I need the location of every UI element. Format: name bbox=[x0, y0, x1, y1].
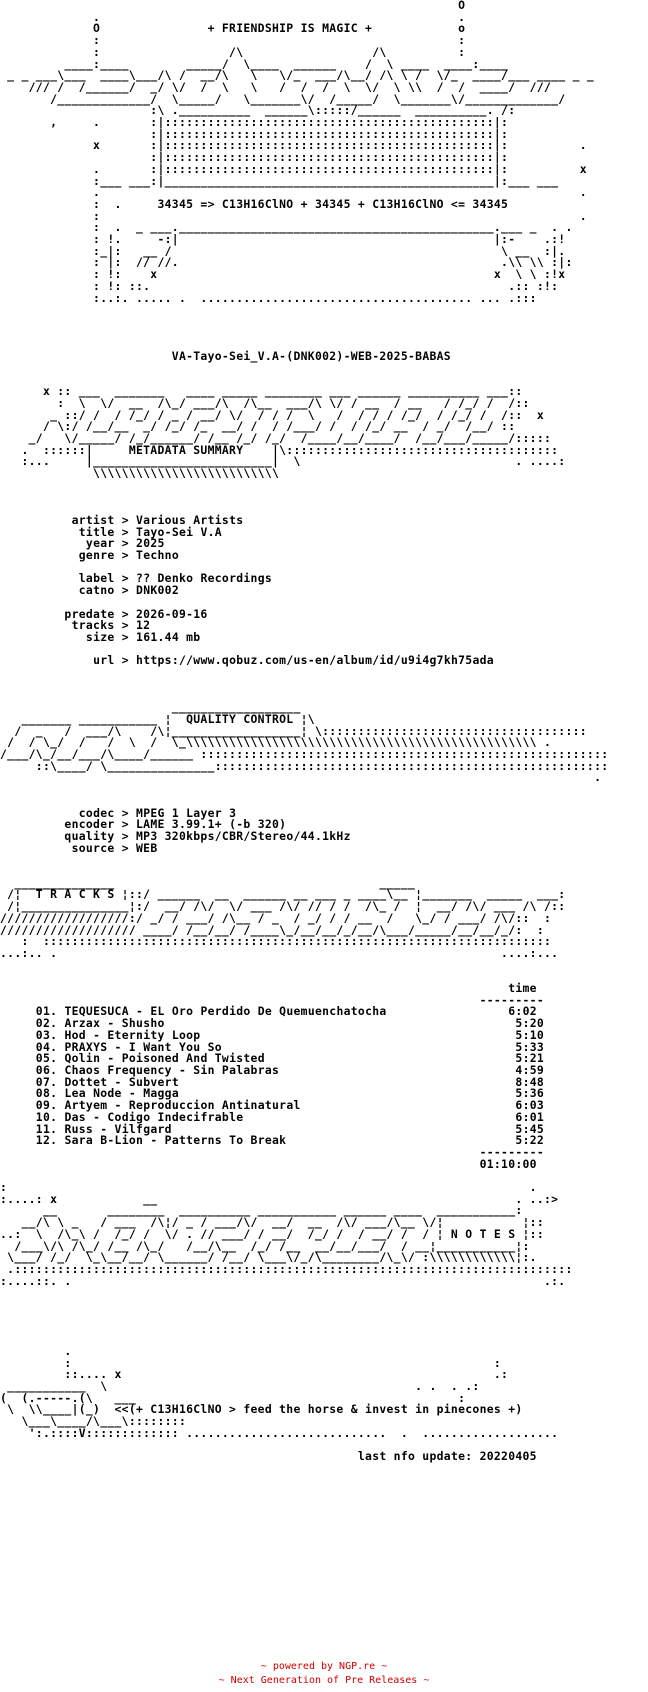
tracks-total-time: 01:10:00 bbox=[479, 1156, 537, 1171]
meta-value-predate: 2026-09-16 bbox=[136, 606, 208, 621]
meta-key-artist: artist bbox=[71, 512, 115, 527]
meta-value-catno: DNK002 bbox=[136, 583, 179, 598]
powered-by-link[interactable]: ~ powered by NGP.re ~ bbox=[260, 1661, 388, 1672]
meta-key-catno: catno bbox=[78, 583, 115, 598]
meta-value-url[interactable]: https://www.qobuz.com/us-en/album/id/u9i4g7kh75ada bbox=[136, 653, 494, 668]
meta-value-year: 2025 bbox=[136, 536, 165, 551]
quality-control-banner: __________________ _______ ___________ ¦ QUALITY CONTROL ¦\ / _ / ___/\ /\¦__________________¦ \::::::::::::::::::::::::::::::::::::: / / \_/ / / \ / \_\\\\\\\\\\\\\\\\\\\\\\\\\\\\\\\\\\\\\\\\\\\\\\\\\ . /___/\_/__/___/\____/______ ::::::::::::::::::::::::::::::::::::::::::::::::::::::::: ::\____/ \_______________::::::::::::::::::::::::::::::::::::::::::::::::::::::: . bbox=[0, 700, 609, 785]
meta-value-size: 161.44 mb bbox=[136, 629, 201, 644]
header-ascii-art: O . . O + FRIENDSHIP IS MAGIC + o : : : /\ /\ : ____:____ _____/ \____ ______ / \ ____ ____:____ _ _ ___\___ ____\___/\ / __/\ \ \/_ ___/\__/ /\ \ / \/_ ____/___ ____ _ _ /// / /______/ _/ \/ / \ \ / / / \ \/ \ \\ / / ____/ /// /_____________/ \_____/ \_______\/ /_____/ \_______\/_____________/ :\ .__________ ______\:::::/______ __________. /: , . :|::::::::::::::::::::::::::::::::::::::::::::::|: :|::::::::::::::::::::::::::::::::::::::::::::::|: x :|::::::::::::::::::::::::::::::::::::::::::::::|: . :|::::::::::::::::::::::::::::::::::::::::::::::|: . :|::::::::::::::::::::::::::::::::::::::::::::::|: x :___ ___:|______________________________________________|:___ ___ . . : . 34345 => C13H16ClNO + 34345 + C13H16ClNO <= 34345 : . : . _ ___.____________________________________________.___ _ . . : !. -:| |:- .:! :_|: __ / \ __ :|. : |: // //. .\\ \\ :|: : !: x x \ \ :!x : !: ::. .:: :!: :..:. ..... . ...................................... ... .::: bbox=[7, 0, 595, 305]
track-row: 03. Hod - Eternity Loop 5:10 bbox=[35, 1027, 545, 1042]
last-update: last nfo update: 20220405 bbox=[357, 1449, 537, 1464]
track-row: 06. Chaos Frequency - Sin Palabras 4:59 bbox=[35, 1062, 545, 1077]
meta-key-size: size bbox=[85, 629, 115, 644]
meta-key-predate: predate bbox=[64, 606, 115, 621]
nfo-document: O . . O + FRIENDSHIP IS MAGIC + o : : : /\ /\ : ____:____ _____/ \____ ______ / \ ____ ____:____ _ _ ___\___ ____\___/\ / __/\ \ \/_ ___/\__/ /\ \ / \/_ ____/___ ____ _ _ /// / /______/ _/ \/ / \ \ / / / \ \/ \ \\ / / ____/ /// /_____________/ \_____/ \_______\/ /_____/ \_______\/_____________/ :\ .__________ ______\:::::/______ __________. /: , . :|::::::::::::::::::::::::::::::::::::::::::::::|: :|::::::::::::::::::::::::::::::::::::::::::::::|: x :|::::::::::::::::::::::::::::::::::::::::::::::|: . :|::::::::::::::::::::::::::::::::::::::::::::::|: . :|::::::::::::::::::::::::::::::::::::::::::::::|: x :___ ___:|______________________________________________|:___ ___ . . : . 34345 => C13H16ClNO + 34345 + C13H16ClNO <= 34345 : . : . _ ___.____________________________________________.___ _ . . : !. -:| |:- .:! :_|: __ / \ __ :|. : |: // //. .\\ \\ :|: : !: x x \ \ :!x : !: ::. .:: :!: :..:. ..... . ...................................... ... .::: VA-Tayo-Sei_V.A-(DNK002)-WEB-2025-BABAS x :: ___ _______ ____ _____ ________ ___ ______ __________ ___:: : \ \/ __ /\_/ ___/\ /\__ ___/\ \/ / __ / __ / /_/ / /:: _ ::/ / / /_/ / _ / __/ \/ / / / \ / / / / /_/ / /_/ / /:: x / \:/ /__/__ _/ /_/ /_ __/ / / /___/ / / /_/ __ / _/ /__/ :: _/ \/_____/ /_/______/ /__ /_/ /_/ /____/__/____/ /__/___/_____/::::: . ::::::| METADATA SUMMARY |\:::::::::::::::::::::::::::::::::::::: :... |_________________________| \ . ....: \\\\\\\\\\\\\\\\\\\\\\\\\\ artist > Various Artists title > Tayo-Sei V.A year > 2025 genre > Techno label > ?? Denko Recordings catno > DNK002 predate > 2026-09-16 tracks > 12 size > 161.44 mb url > https://www.qobuz.com/us-en/album/id/u9i4g7kh75ada __________________ _______ ___________ ¦ QUALITY CONTROL ¦\ / _ / ___/\ /\¦__________________¦ \::::::::::::::::::::::::::::::::::::: / / \_/ / / \ / \_\\\\\\\\\\\\\\\\\\\\\\\\\\\\\\\\\\\\\\\\\\\\\\\\\ . /___/\_/__/___/\____/______ ::::::::::::::::::::::::::::::::::::::::::::::::::::::::: ::\____/ \_______________::::::::::::::::::::::::::::::::::::::::::::::::::::::: . codec > MPEG 1 Layer 3 encoder > LAME 3.99.1+ (-b 320) quality > MP3 320kbps/CBR/Stereo/44.1kHz source > WEB ______________ _____ /¦ T R A C K S ¦::/ ______ __ ______ __ ___ _ ____\__ ¦_______ _____ ___: /¦_______________¦:/ __/ /\/ \/ ___ /\/ // / / /\_ / ¦ __/ /\/ ___ /\ /:: //////////////////:/ _/ / ___/ /\__ / _ / _/ / / __ / \_/ / ___/ /\/:: : /////////////////// ____/ /__/__/ /____\_/__/__/_/__/\___/_____/__/__/_/: : : ::::::::::::::::::::::::::::::::::::::::::::::::::::::::::::::::::::::: ...:.. . ....:... time --------- 01. TEQUESUCA - EL Oro Perdido De Quemuenchatocha 6:02 02. Arzax - Shusho 5:20 03. Hod - Eternity Loop 5:10 04. PRAXYS - I Want You So 5:33 05. Qolin - Poisoned And Twisted 5:21 06. Chaos Frequency - Sin Palabras 4:59 07. Dottet - Subvert 8:48 08. Lea Node - Magga 5:36 09. Artyem - Reproduccion Antinatural 6:03 10. Das - Codigo Indecifrable 6:01 11. Russ - Vilfgard 5:45 12. Sara B-Lion - Patterns To Break 5:22 --------- 01:10:00 : . :....: x __ . ..:> __ ________ __________ ___________ ______ ____ ___________: __/\ \ _ / ___ /\¦/ _ / ___/\/ __/ __ /\/ ___/\__ \/¦ ¦:: ..: \ /\_\ / /_/ / \/ . // ___/ / __/ /_/ / / __/ / / ¦ N O T E S ¦:: /___\/\ /\_/ /__ /\_/ /__/\__ /_/ /__ __/__/___/ / __¦___________¦: \___/ /_/ \_\__/__/ \______/ /__/ \___\/_/\________/\_\/ :\\\\\\\\\\\\¦:. .:::::::::::::::::::::::::::::::::::::::::::::::::::::::::::::::::::::::::::::: :....::. . .:. . : : ::.... x .: ___________ \ . . . .: ( (.-----.(\ ___ : \ \\____|(_) <<(+ C13H16ClNO > feed the horse & invest in pinecones +) \___\____/\___\:::::::: ':.::::V::::::::::::: ............................ . ................... last nfo update: 20220405 bbox=[0, 0, 648, 1463]
track-row: 08. Lea Node - Magga 5:36 bbox=[35, 1086, 545, 1101]
track-row: 07. Dottet - Subvert 8:48 bbox=[35, 1074, 545, 1089]
meta-key-title: title bbox=[78, 524, 115, 539]
meta-value-genre: Techno bbox=[136, 548, 179, 563]
tracks-banner: ______________ _____ /¦ T R A C K S ¦::/ ______ __ ______ __ ___ _ ____\__ ¦_______ _____ ___: /¦_______________¦:/ __/ /\/ \/ ___ /\/ // / / /\_ / ¦ __/ /\/ ___ /\ /:: //////////////////:/ _/ / ___/ /\__ / _ / _/ / / __ / \_/ / ___/ /\/:: : /////////////////// ____/ /__/__/ /____\_/__/__/_/__/\___/_____/__/__/_/: : : ::::::::::::::::::::::::::::::::::::::::::::::::::::::::::::::::::::::: ...:.. . ....:... bbox=[0, 875, 566, 960]
ngp-tagline: ~ Next Generation of Pre Releases ~ bbox=[218, 1675, 430, 1686]
track-row: 04. PRAXYS - I Want You So 5:33 bbox=[35, 1039, 545, 1054]
meta-key-label: label bbox=[78, 571, 115, 586]
qc-value-source: WEB bbox=[136, 840, 158, 855]
meta-key-year: year bbox=[85, 536, 115, 551]
meta-value-label: ?? Denko Recordings bbox=[136, 571, 273, 586]
meta-key-url: url bbox=[93, 653, 115, 668]
meta-value-tracks: 12 bbox=[136, 618, 151, 633]
release-name: VA-Tayo-Sei_V.A-(DNK002)-WEB-2025-BABAS bbox=[171, 349, 451, 364]
qc-key-source: source bbox=[71, 840, 115, 855]
powered-by-footer bbox=[0, 1660, 648, 1674]
track-row: 11. Russ - Vilfgard 5:45 bbox=[35, 1121, 545, 1136]
qc-value-encoder: LAME 3.99.1+ (-b 320) bbox=[136, 817, 287, 832]
track-row: 02. Arzax - Shusho 5:20 bbox=[35, 1016, 545, 1031]
meta-value-title: Tayo-Sei V.A bbox=[136, 524, 222, 539]
qc-value-codec: MPEG 1 Layer 3 bbox=[136, 805, 237, 820]
qc-key-codec: codec bbox=[78, 805, 115, 820]
meta-key-tracks: tracks bbox=[71, 618, 115, 633]
track-row: 01. TEQUESUCA - EL Oro Perdido De Quemuenchatocha 6:02 bbox=[35, 1004, 537, 1019]
meta-key-genre: genre bbox=[78, 548, 115, 563]
track-row: 09. Artyem - Reproduccion Antinatural 6:03 bbox=[35, 1098, 545, 1113]
qc-key-encoder: encoder bbox=[64, 817, 115, 832]
metadata-summary-banner: x :: ___ _______ ____ _____ ________ ___ ______ __________ ___:: : \ \/ __ /\_/ ___/\ /\__ ___/\ \/ / __ / __ / /_/ / /:: _ ::/ / / /_/ / _ / __/ \/ / / / \ / / / / /_/ / /_/ / /:: x / \:/ /__/__ _/ /_/ /_ __/ / / /___/ / / /_/ __ / _/ /__/ :: _/ \/_____/ /_/______/ /__ /_/ /_/ /____/__/____/ /__/___/_____/::::: . ::::::| METADATA SUMMARY |\:::::::::::::::::::::::::::::::::::::: :... |_________________________| \ . ....: \\\\\\\\\\\\\\\\\\\\\\\\\\ bbox=[21, 384, 566, 481]
ngp-tagline-footer bbox=[0, 1674, 648, 1688]
track-row: 12. Sara B-Lion - Patterns To Break 5:22 bbox=[35, 1133, 545, 1148]
tracks-time-header: time bbox=[508, 981, 537, 996]
track-row: 10. Das - Codigo Indecifrable 6:01 bbox=[35, 1109, 545, 1124]
qc-value-quality: MP3 320kbps/CBR/Stereo/44.1kHz bbox=[136, 828, 351, 843]
track-row: 05. Qolin - Poisoned And Twisted 5:21 bbox=[35, 1051, 545, 1066]
footer-ascii-art: . : : ::.... x .: ___________ \ . . . .: ( (.-----.(\ ___ : \ \\____|(_) <<(+ C13H16ClNO > feed the horse & invest in pinecones +) \___\____/\___\:::::::: ':.::::V::::::::::::: ............................ . ................... bbox=[0, 1343, 559, 1440]
notes-banner: : . :....: x __ . ..:> __ ________ __________ ___________ ______ ____ ___________: __/\ \ _ / ___ /\¦/ _ / ___/\/ __/ __ /\/ ___/\__ \/¦ ¦:: ..: \ /\_\ / /_/ / \/ . // ___/ / __/ /_/ / / __/ / / ¦ N O T E S ¦:: /___\/\ /\_/ /__ /\_/ /__/\__ /_/ /__ __/__/___/ / __¦___________¦: \___/ /_/ \_\__/__/ \______/ /__/ \___\/_/\________/\_\/ :\\\\\\\\\\\\¦:. .:::::::::::::::::::::::::::::::::::::::::::::::::::::::::::::::::::::::::::::: :....::. . .:. bbox=[0, 1180, 573, 1288]
meta-value-artist: Various Artists bbox=[136, 512, 244, 527]
qc-key-quality: quality bbox=[64, 828, 115, 843]
